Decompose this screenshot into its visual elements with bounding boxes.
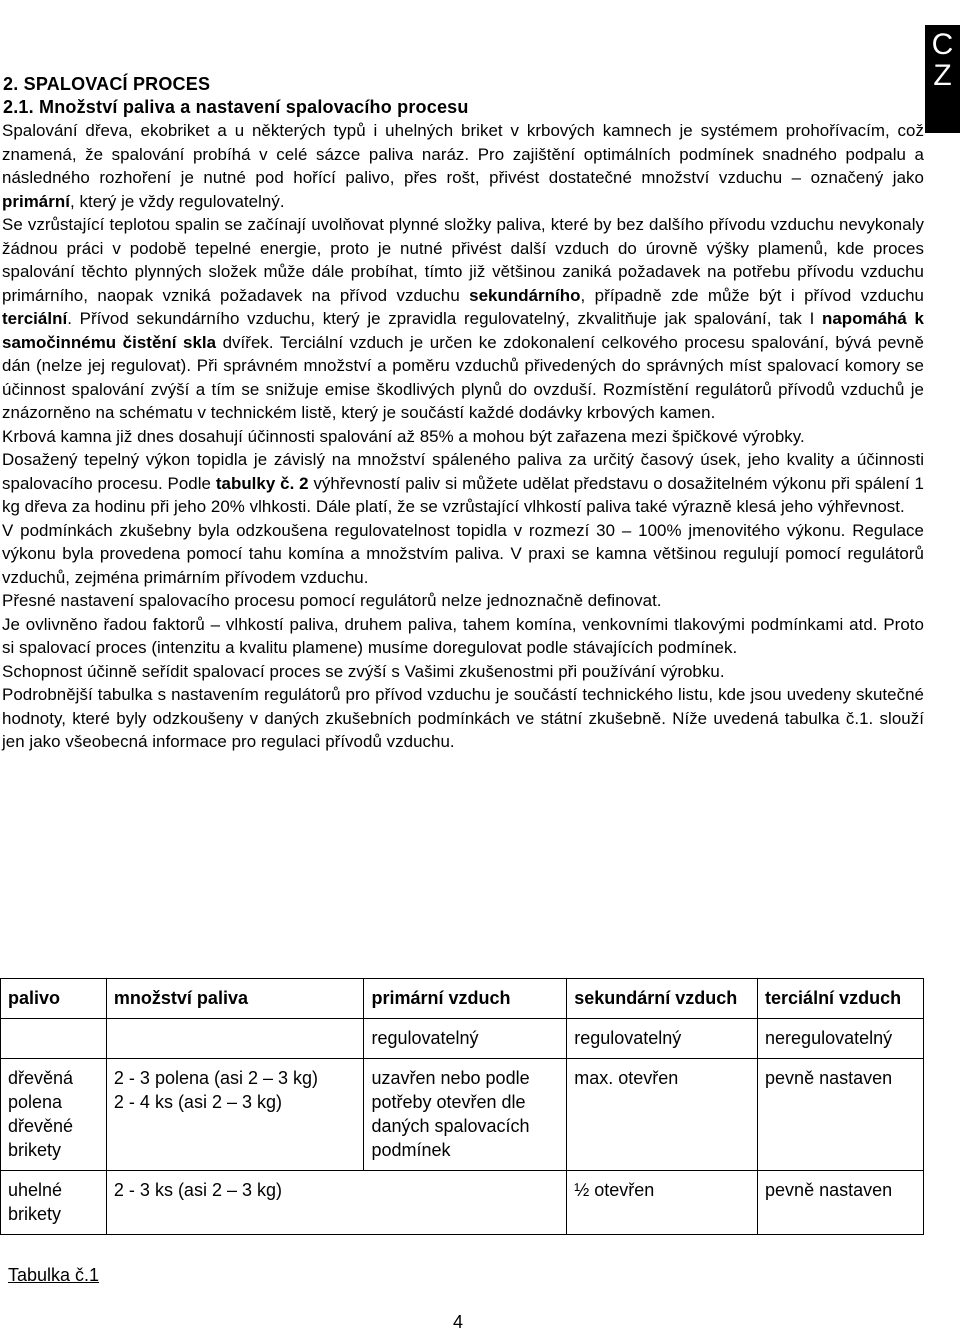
text-run: Podrobnější tabulka s nastavením regulátorů pro přívod vzduchu je součástí technického listu, kde jsou uvedeny skutečné hodnoty, které byly odzkoušeny v daných zkušebních podmínkách ve státní zkušebně. Níže uvedená tabulka č.1. slouží jen jako všeobecná informace pro regulaci přívodů vzduchu. [2, 685, 924, 751]
text-run: . Přívod sekundárního vzduchu, který je zpravidla regulovatelný, zkvalitňuje jak spalování, tak I [67, 309, 822, 328]
bold-term: napomáhá k samočinnému čistění skla [2, 309, 924, 352]
table-cell: regulovatelný [364, 1019, 567, 1059]
table-header-cell: množství paliva [106, 979, 364, 1019]
table-cell: neregulovatelný [758, 1019, 924, 1059]
table-header-cell: primární vzduch [364, 979, 567, 1019]
paragraph [2, 213, 924, 425]
table-subheader-row [1, 1019, 924, 1059]
table-cell: dřevěná polena dřevěné brikety [1, 1059, 107, 1171]
table-cell [364, 1171, 567, 1235]
table-cell: 2 - 3 polena (asi 2 – 3 kg) 2 - 4 ks (asi 2 – 3 kg) [106, 1059, 364, 1171]
bold-term: terciální [2, 309, 68, 328]
page-number: 4 [453, 1312, 464, 1332]
table-cell: regulovatelný [567, 1019, 758, 1059]
text-run: Dosažený tepelný výkon topidla je závislý na množství spáleného paliva za určitý časový úsek, jeho kvality a účinnosti spalovacího procesu. Podle [2, 450, 924, 493]
table-cell: pevně nastaven [758, 1171, 924, 1235]
table-cell [106, 1019, 364, 1059]
text-run: Krbová kamna již dnes dosahují účinnosti spalování až 85% a mohou být zařazena mezi špičkové výrobky. [2, 426, 805, 446]
body-text [2, 119, 924, 754]
table-header-cell: terciální vzduch [758, 979, 924, 1019]
paragraph [2, 519, 924, 590]
language-tab [925, 25, 960, 133]
table-header-cell: sekundární vzduch [567, 979, 758, 1019]
paragraph [2, 613, 924, 660]
text-run: Přesné nastavení spalovacího procesu pomocí regulátorů nelze jednoznačně definovat. [2, 591, 662, 610]
paragraph [2, 683, 924, 754]
table-cell: uhelné brikety [1, 1171, 107, 1235]
table-caption: Tabulka č.1 [8, 1265, 100, 1285]
bold-term: sekundárního [469, 285, 581, 305]
table-row [1, 1059, 924, 1171]
paragraph [2, 589, 924, 613]
table-cell: 2 - 3 ks (asi 2 – 3 kg) [106, 1171, 364, 1235]
text-run: výhřevností paliv si můžete udělat představu o dosažitelném výkonu při spálení 1 kg dřeva za hodinu při jeho 20% vlhkosti. Dále platí, že se vzrůstající vlhkostí paliva také výrazně klesá jeho výhřevnost. [2, 473, 924, 516]
text-run: V podmínkách zkušebny byla odzkoušena regulovatelnost topidla v rozmezí 30 – 100% jmenovitého výkonu. Regulace výkonu byla provedena pomocí tahu komína a množstvím paliva. V praxi se kamna většinou regulují pomocí regulátorů vzduchů, zejména primárním přívodem vzduchu. [2, 520, 924, 587]
paragraph [2, 448, 924, 519]
table-cell: pevně nastaven [758, 1059, 924, 1171]
paragraph [2, 660, 924, 684]
text-run: Schopnost účinně seřídit spalovací proces se zvýší s Vašimi zkušenostmi při používání výrobku. [2, 661, 725, 681]
text-run: dvířek. Terciální vzduch je určen ke zdokonalení celkového procesu spalování, bývá pevně dán (nelze jej regulovat). Při správném množství a poměru vzduchů přivedených do správných míst spalovací komory se účinnost spalování zvýší a tím se snižuje emise škodlivých plynů do ovzduší. Rozmístění regulátorů přívodů vzduchů je znázorněno na schématu v technickém listě, který je součástí každé dodávky krbových kamen. [2, 332, 924, 422]
paragraph [2, 425, 924, 449]
paragraph [2, 119, 924, 213]
language-letter-2: Z [933, 59, 952, 92]
table-header-cell: palivo [1, 979, 107, 1019]
text-run: Se vzrůstající teplotou spalin se začínají uvolňovat plynné složky paliva, které by bez dalšího přívodu vzduchu nevykonaly žádnou práci v podobě tepelné energie, proto je nutné přivést další vzduch do úrovně výšky plamenů, kde proces spalování těchto plynných složek může dále probíhat, tímto již většinou zaniká požadavek na potřebu přívodu vzduchu primárního, naopak vzniká požadavek na přívod vzduchu [2, 215, 924, 305]
table-cell: ½ otevřen [567, 1171, 758, 1235]
subsection-heading: 2.1. Množství paliva a nastavení spalovacího procesu [3, 97, 469, 117]
text-run: , který je vždy regulovatelný. [69, 191, 285, 211]
bold-term: tabulky č. 2 [215, 473, 309, 493]
table-row [1, 1171, 924, 1235]
bold-term: primární [2, 191, 70, 211]
text-run: , případně zde může být i přívod vzduchu [580, 285, 924, 305]
table-cell: max. otevřen [567, 1059, 758, 1171]
language-letter-1: C [931, 28, 954, 61]
table-cell: uzavřen nebo podle potřeby otevřen dle daných spalovacích podmínek [364, 1059, 567, 1171]
text-run: Spalování dřeva, ekobriket a u některých typů i uhelných briket v krbových kamnech je systémem prohořívacím, což znamená, že spalování probíhá v celé sázce paliva naráz. Pro zajištění optimálních podmínek snadného podpalu a následného rozhoření je nutné pod hořící palivo, přes rošt, přivést dostatečné množství vzduchu – označený jako [2, 121, 924, 187]
section-heading: 2. SPALOVACÍ PROCES [3, 74, 211, 94]
table-cell [1, 1019, 107, 1059]
text-run: Je ovlivněno řadou faktorů – vlhkostí paliva, druhem paliva, tahem komína, venkovními tlakovými podmínkami atd. Proto si spalovací proces (intenzitu a kvalitu plamene) musíme doregulovat podle stávajících podmínek. [2, 614, 924, 657]
air-settings-table [0, 978, 924, 1235]
table-header-row [1, 979, 924, 1019]
